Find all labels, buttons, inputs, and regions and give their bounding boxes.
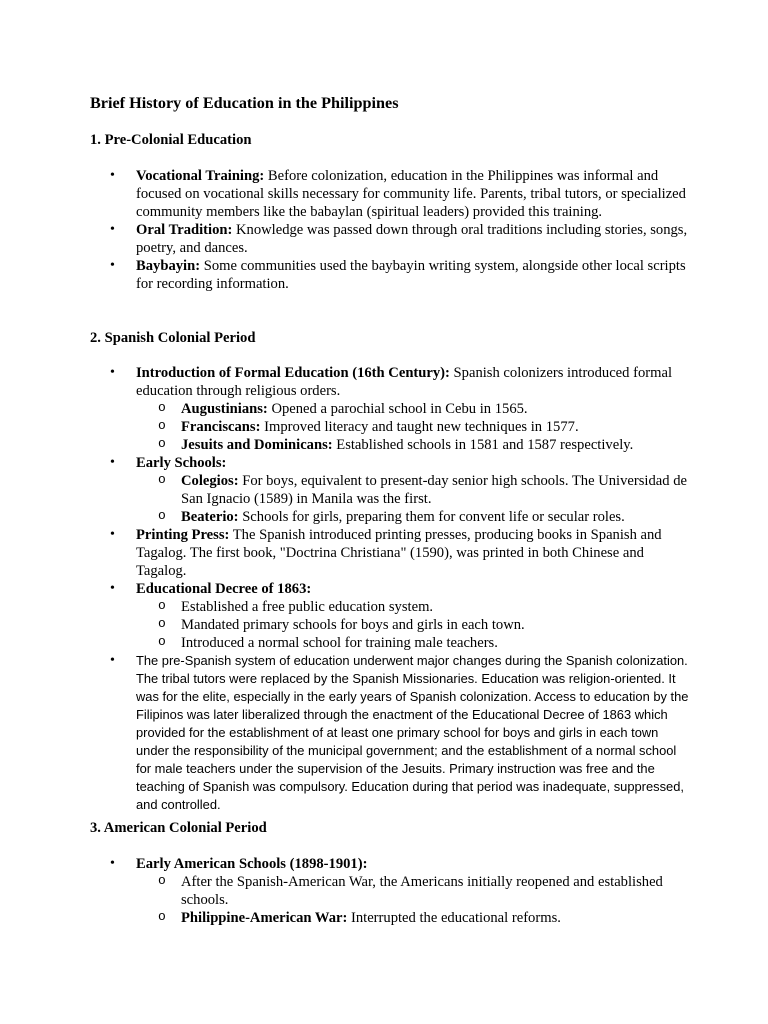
sub-item-label: Franciscans: bbox=[181, 419, 261, 435]
sub-list bbox=[136, 598, 690, 652]
spanish-period-list bbox=[90, 364, 690, 814]
sub-item-text: Interrupted the educational reforms. bbox=[347, 910, 561, 926]
sub-item-text: Established a free public education system. bbox=[181, 599, 434, 615]
list-item bbox=[90, 855, 690, 927]
sub-item-text: Mandated primary schools for boys and girls in each town. bbox=[181, 617, 525, 633]
sub-list-item bbox=[136, 873, 690, 909]
pre-colonial-list bbox=[90, 167, 690, 293]
sub-item-text: For boys, equivalent to present-day senior high schools. The Universidad de San Ignacio (1589) in Manila was the first. bbox=[181, 473, 687, 507]
sub-list-item bbox=[136, 598, 690, 616]
american-period-list bbox=[90, 855, 690, 927]
item-label: Printing Press: bbox=[136, 527, 230, 543]
sub-item-label: Beaterio: bbox=[181, 509, 239, 525]
section-heading-pre-colonial: 1. Pre-Colonial Education bbox=[90, 132, 252, 148]
list-item bbox=[90, 257, 690, 293]
item-label: Introduction of Formal Education (16th Century): bbox=[136, 365, 450, 381]
sub-item-label: Augustinians: bbox=[181, 401, 268, 417]
sub-list-item bbox=[136, 909, 690, 927]
item-text: Spanish colonizers introduced formal education through religious orders. bbox=[136, 365, 672, 399]
sub-list bbox=[136, 873, 690, 927]
item-label: Early Schools: bbox=[136, 455, 227, 471]
item-text: Knowledge was passed down through oral traditions including stories, songs, poetry, and dances. bbox=[136, 222, 688, 256]
sub-item-label: Colegios: bbox=[181, 473, 239, 489]
sub-item-label: Jesuits and Dominicans: bbox=[181, 437, 333, 453]
sub-list-item bbox=[136, 508, 690, 526]
list-item bbox=[90, 652, 690, 814]
sub-item-text: After the Spanish-American War, the Americans initially reopened and established schools. bbox=[181, 874, 663, 908]
sub-list-item bbox=[136, 418, 690, 436]
sub-item-text: Introduced a normal school for training male teachers. bbox=[181, 635, 498, 651]
list-item bbox=[90, 364, 690, 454]
item-text: Some communities used the baybayin writing system, alongside other local scripts for recording information. bbox=[136, 258, 686, 292]
summary-paragraph: The pre-Spanish system of education underwent major changes during the Spanish colonization. The tribal tutors were replaced by the Spanish Missionaries. Education was religion-oriented. It was for the elite, especially in the early years of Spanish colonization. Access to education by the Filipinos was later liberalized through the enactment of the Educational Decree of 1863 which provided for the establishment of at least one primary school for boys and girls in each town under the responsibility of the municipal government; and the establishment of a normal school for male teachers under the supervision of the Jesuits. Primary instruction was free and the teaching of Spanish was compulsory. Education during that period was inadequate, suppressed, and controlled. bbox=[136, 653, 689, 812]
sub-list bbox=[136, 472, 690, 526]
sub-item-text: Schools for girls, preparing them for convent life or secular roles. bbox=[238, 509, 625, 525]
sub-list-item bbox=[136, 634, 690, 652]
item-label: Vocational Training: bbox=[136, 168, 265, 184]
page-title: Brief History of Education in the Philippines bbox=[90, 94, 399, 112]
list-item bbox=[90, 526, 690, 580]
sub-list-item bbox=[136, 472, 690, 508]
item-label: Baybayin: bbox=[136, 258, 201, 274]
item-text: The Spanish introduced printing presses, producing books in Spanish and Tagalog. The first book, "Doctrina Christiana" (1590), was printed in both Chinese and Tagalog. bbox=[136, 527, 662, 579]
sub-item-label: Philippine-American War: bbox=[181, 910, 348, 926]
section-heading-spanish: 2. Spanish Colonial Period bbox=[90, 330, 256, 346]
item-text: Before colonization, education in the Philippines was informal and focused on vocational skills necessary for community life. Parents, tribal tutors, or specialized community members like the babaylan (spiritual leaders) provided this training. bbox=[136, 168, 686, 220]
item-label: Oral Tradition: bbox=[136, 222, 233, 238]
sub-list-item bbox=[136, 436, 690, 454]
list-item bbox=[90, 580, 690, 652]
sub-item-text: Improved literacy and taught new techniques in 1577. bbox=[260, 419, 579, 435]
sub-list bbox=[136, 400, 690, 454]
section-heading-american: 3. American Colonial Period bbox=[90, 820, 267, 836]
item-label: Educational Decree of 1863: bbox=[136, 581, 312, 597]
sub-item-text: Opened a parochial school in Cebu in 1565. bbox=[267, 401, 528, 417]
sub-list-item bbox=[136, 616, 690, 634]
list-item bbox=[90, 221, 690, 257]
sub-list-item bbox=[136, 400, 690, 418]
list-item bbox=[90, 167, 690, 221]
list-item bbox=[90, 454, 690, 526]
item-label: Early American Schools (1898-1901): bbox=[136, 856, 368, 872]
sub-item-text: Established schools in 1581 and 1587 respectively. bbox=[332, 437, 634, 453]
